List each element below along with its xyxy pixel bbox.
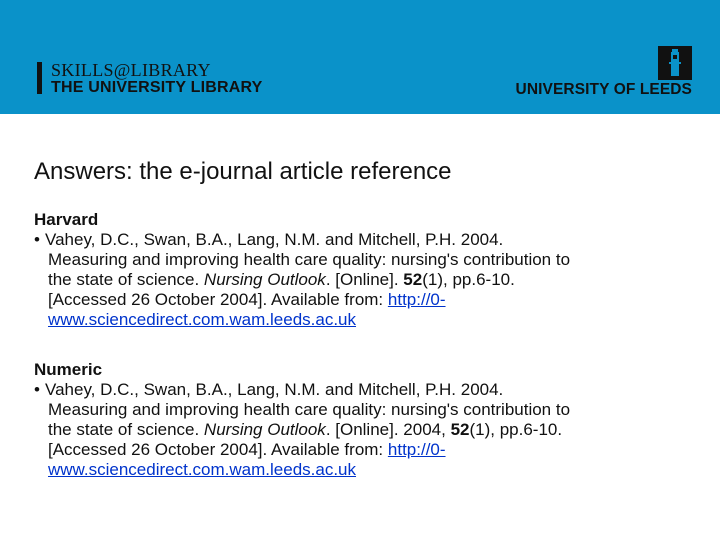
reference-line xyxy=(48,270,684,290)
harvard-reference xyxy=(34,230,684,330)
reference-text: (1), pp.6-10. xyxy=(422,270,515,289)
numeric-reference xyxy=(34,380,684,480)
logo-bar xyxy=(37,62,42,94)
url-link[interactable]: http://0- xyxy=(387,440,446,459)
reference-line: Measuring and improving health care quality: nursing's contribution to xyxy=(48,400,571,419)
reference-text: . [Online]. 2004, xyxy=(325,420,451,439)
reference-text: (1), pp.6-10. xyxy=(469,420,563,439)
numeric-heading: Numeric xyxy=(34,360,103,379)
reference-line xyxy=(48,460,684,480)
university-of-leeds-wordmark: UNIVERSITY OF LEEDS xyxy=(515,81,692,98)
harvard-section xyxy=(34,210,684,330)
reference-text: the state of science. xyxy=(48,270,204,289)
numeric-section xyxy=(34,360,684,480)
url-link[interactable]: www.sciencedirect.com.wam.leeds.ac.uk xyxy=(48,310,357,329)
university-of-leeds-logo xyxy=(517,46,692,98)
reference-line: Vahey, D.C., Swan, B.A., Lang, N.M. and Mitchell, P.H. 2004. xyxy=(45,230,504,249)
reference-text: [Accessed 26 October 2004]. Available from: xyxy=(48,290,388,309)
reference-line xyxy=(48,310,684,330)
journal-title: Nursing Outlook xyxy=(203,270,326,289)
reference-line: Vahey, D.C., Swan, B.A., Lang, N.M. and Mitchell, P.H. 2004. xyxy=(45,380,504,399)
skills-library-title: SKILLS@LIBRARY xyxy=(51,60,211,80)
reference-line xyxy=(48,420,684,440)
bullet: • xyxy=(34,380,40,399)
volume-number: 52 xyxy=(403,270,423,289)
journal-title: Nursing Outlook xyxy=(203,420,326,439)
bullet: • xyxy=(34,230,40,249)
url-link[interactable]: www.sciencedirect.com.wam.leeds.ac.uk xyxy=(48,460,357,479)
volume-number: 52 xyxy=(450,420,470,439)
url-link[interactable]: http://0- xyxy=(387,290,446,309)
harvard-heading: Harvard xyxy=(34,210,99,229)
header-banner xyxy=(0,0,720,114)
reference-line: Measuring and improving health care quality: nursing's contribution to xyxy=(48,250,571,269)
reference-text: [Accessed 26 October 2004]. Available from: xyxy=(48,440,388,459)
university-library-title: THE UNIVERSITY LIBRARY xyxy=(51,79,263,96)
reference-text: the state of science. xyxy=(48,420,204,439)
tower-crest-icon xyxy=(658,46,692,80)
page-title: Answers: the e-journal article reference xyxy=(34,158,452,185)
reference-text: . [Online]. xyxy=(325,270,404,289)
reference-line xyxy=(48,290,684,310)
reference-line xyxy=(48,440,684,460)
